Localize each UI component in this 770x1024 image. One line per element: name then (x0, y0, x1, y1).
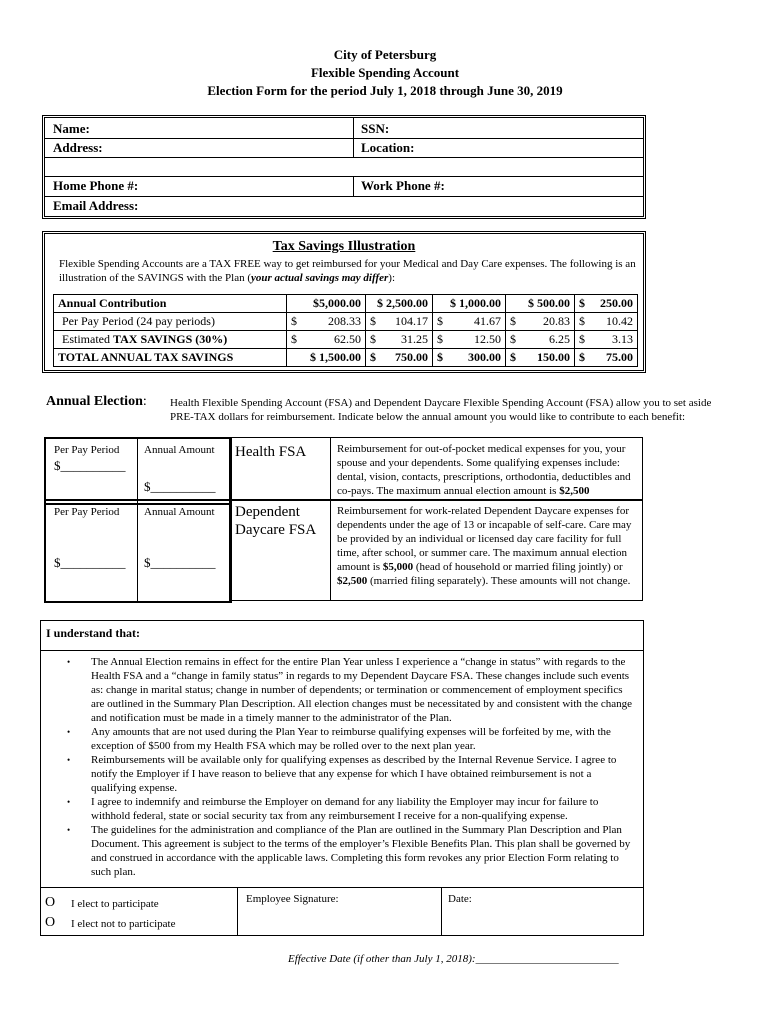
dependent-fsa-label: Dependent (235, 504, 300, 520)
tax-savings-box (44, 233, 644, 371)
annual-amount-label: Annual Amount (144, 506, 215, 518)
health-fsa-info-box (229, 437, 643, 501)
tax-row (54, 331, 638, 349)
tax-cell: $ 208.33 (287, 313, 366, 331)
personal-info-box (44, 117, 644, 217)
tax-savings-table (53, 294, 638, 367)
tax-cell: $ 250.00 (575, 295, 638, 313)
tax-row-label: Per Pay Period (24 pay periods) (54, 313, 287, 331)
work-phone-field[interactable]: Work Phone #: (361, 178, 445, 193)
bullet-icon: • (67, 797, 71, 807)
address-field[interactable]: Address: (53, 140, 103, 155)
tax-savings-description: Flexible Spending Accounts are a TAX FREE way to get reimbursed for your Medical and Day Care expenses. The following is an illustration of the SAVINGS with the Plan (your actual savings may differ): (59, 258, 636, 284)
name-field[interactable]: Name: (53, 121, 90, 136)
tax-cell: $ 41.67 (433, 313, 506, 331)
tax-cell: $ 1,000.00 (433, 295, 506, 313)
tax-row (54, 349, 638, 367)
date-field[interactable]: Date: (448, 893, 472, 905)
annual-election-heading: Annual Election: (46, 394, 147, 409)
dependent-per-pay-input[interactable]: $__________ (54, 555, 126, 570)
tax-row (54, 313, 638, 331)
tax-cell: $ 150.00 (506, 349, 575, 367)
form-title-fsa: Flexible Spending Account (310, 65, 460, 80)
bullet-icon: • (67, 657, 71, 667)
participate-label: I elect to participate (71, 898, 159, 910)
dependent-fsa-info-box (229, 499, 643, 601)
acknowledgement-item: The guidelines for the administration and compliance of the Plan are outlined in the Summary Plan Description and Plan Document. This agreement is subject to the terms of the employer’s Flexible Benefits Plan. This plan shall be governed by and construed in accordance with the applicable laws. Completing this form revokes any prior Election Form relating to such plan. (91, 824, 631, 878)
health-per-pay-input[interactable]: $__________ (54, 458, 126, 473)
per-pay-label: Per Pay Period (54, 444, 120, 456)
acknowledgement-item: The Annual Election remains in effect for the entire Plan Year unless I experience a “change in status” with regards to the Health FSA and a “change in family status” in regards to my Dependent Daycare FSA. These changes include such events as: change in marital status; change in number of dependents; or termination or commencement of employment specifics are outlined in the Summary Plan Description. All election changes must be necessitated by and consistent with the change and notification must be made in a timely manner to the administrator of the Plan. (91, 656, 633, 724)
dependent-fsa-description: Reimbursement for work-related Dependent Daycare expenses for dependents under the age of 13 or incapable of self-care. Care may be provided by an individual or licensed day care facility for full time, after school, or summer care. The maximum annual election amount is $5,000 (head of household or married filing jointly) or $2,500 (married filing separately). These amounts will not change. (337, 505, 632, 587)
tax-row-label: TOTAL ANNUAL TAX SAVINGS (54, 349, 287, 367)
annual-amount-label: Annual Amount (144, 444, 215, 456)
ssn-field[interactable]: SSN: (361, 121, 390, 136)
tax-cell: $ 12.50 (433, 331, 506, 349)
email-field[interactable]: Email Address: (53, 198, 139, 213)
tax-cell: $ 20.83 (506, 313, 575, 331)
tax-cell: $ 3.13 (575, 331, 638, 349)
dependent-annual-input[interactable]: $__________ (144, 555, 216, 570)
health-annual-input[interactable]: $__________ (144, 479, 216, 494)
bullet-icon: • (67, 727, 71, 737)
acknowledgement-item: I agree to indemnify and reimburse the Employer on demand for any liability the Employer may incur for failure to withhold federal, state or social security tax from any reimbursement I receive for a non-qualifying expense. (91, 796, 599, 822)
tax-cell: $ 2,500.00 (366, 295, 433, 313)
tax-cell: $ 10.42 (575, 313, 638, 331)
effective-date-field[interactable]: Effective Date (if other than July 1, 2018):__________________________ (288, 953, 619, 965)
tax-row-label: Annual Contribution (54, 295, 287, 313)
tax-cell: $5,000.00 (287, 295, 366, 313)
form-title-period: Election Form for the period July 1, 2018 through June 30, 2019 (207, 83, 563, 98)
tax-cell: $ 1,500.00 (287, 349, 366, 367)
location-field[interactable]: Location: (361, 140, 415, 155)
acknowledgement-heading: I understand that: (46, 626, 141, 640)
tax-row-label: Estimated TAX SAVINGS (30%) (54, 331, 287, 349)
tax-cell: $ 31.25 (366, 331, 433, 349)
not-participate-radio[interactable]: O (45, 915, 56, 930)
tax-cell: $ 750.00 (366, 349, 433, 367)
participate-radio[interactable]: O (45, 895, 56, 910)
tax-cell: $ 104.17 (366, 313, 433, 331)
tax-cell: $ 500.00 (506, 295, 575, 313)
dependent-fsa-amount-box (44, 499, 232, 603)
per-pay-label: Per Pay Period (54, 506, 120, 518)
not-participate-label: I elect not to participate (71, 918, 176, 930)
health-fsa-label: Health FSA (235, 444, 307, 460)
bullet-icon: • (67, 825, 71, 835)
tax-cell: $ 6.25 (506, 331, 575, 349)
form-title-city: City of Petersburg (333, 47, 437, 62)
tax-savings-title: Tax Savings Illustration (272, 239, 416, 254)
health-fsa-description: Reimbursement for out-of-pocket medical expenses for you, your spouse and your dependents. Some qualifying expenses include: dental, vision, contacts, prescriptions, orthodontia, deductibles and co-pays. The maximum annual election amount is $2,500 (337, 443, 631, 497)
acknowledgement-item: Reimbursements will be available only for qualifying expenses as described by the Internal Revenue Service. I agree to notify the Employer if I have reason to believe that any expense for which I have obtained reimbursement is not a qualifying expense. (91, 754, 617, 794)
tax-row (54, 295, 638, 313)
health-fsa-amount-box (44, 437, 232, 505)
tax-cell: $ 300.00 (433, 349, 506, 367)
daycare-fsa-label: Daycare FSA (235, 522, 317, 538)
employee-signature-field[interactable]: Employee Signature: (246, 893, 339, 905)
annual-election-intro: Health Flexible Spending Account (FSA) and Dependent Daycare Flexible Spending Account (FSA) allow you to set aside PRE-TAX dollars for reimbursement. Indicate below the annual amount you would like to contribute to each benefit: (170, 397, 712, 423)
signoff-box (40, 887, 644, 936)
acknowledgement-item: Any amounts that are not used during the Plan Year to reimburse qualifying expenses will be forfeited by me, with the exception of $500 from my Health FSA which may be rolled over to the next plan year. (91, 726, 611, 752)
home-phone-field[interactable]: Home Phone #: (53, 178, 139, 193)
tax-cell: $ 62.50 (287, 331, 366, 349)
bullet-icon: • (67, 755, 71, 765)
tax-cell: $ 75.00 (575, 349, 638, 367)
